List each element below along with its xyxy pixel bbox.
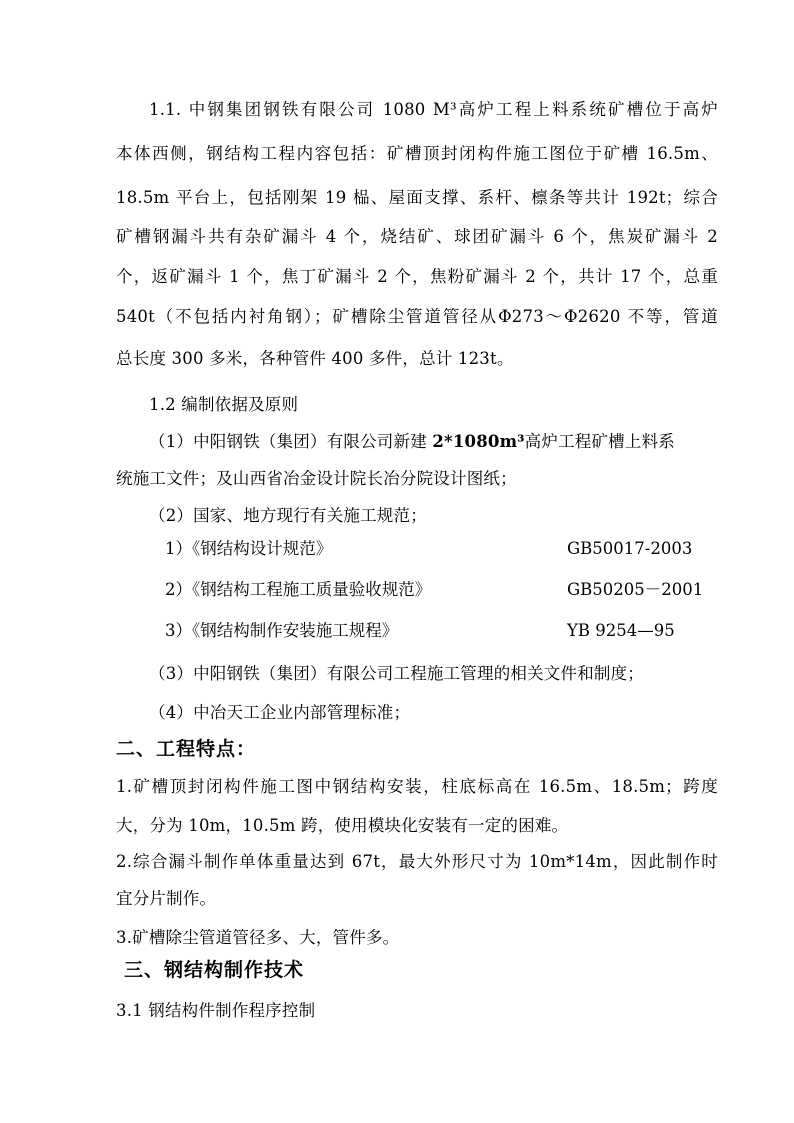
section-heading: 三、钢结构制作技术 xyxy=(124,959,305,981)
spec-name: 2）《钢结构工程施工质量验收规范》 xyxy=(165,580,432,599)
paragraph-line: 18.5m 平台上，包括刚架 19 榀、屋面支撑、系杆、檩条等共计 192t；综合 xyxy=(116,188,718,207)
paragraph-line: 总长度 300 多米，各种管件 400 多件，总计 123t。 xyxy=(116,349,514,368)
paragraph-line: 本体西侧，钢结构工程内容包括：矿槽顶封闭构件施工图位于矿槽 16.5m、 xyxy=(116,144,718,163)
paragraph-line: 540t（不包括内衬角钢）；矿槽除尘管道管径从Φ273～Φ2620 不等，管道 xyxy=(116,307,718,326)
feature-line: 3.矿槽除尘管道管径多、大，管件多。 xyxy=(116,928,400,947)
subsection-title: 3.1 钢结构件制作程序控制 xyxy=(116,1001,316,1020)
basis-item-1-line2: 统施工文件；及山西省冶金设计院长冶分院设计图纸； xyxy=(116,469,517,488)
spec-code: YB 9254—95 xyxy=(567,621,675,640)
basis-item-1 xyxy=(149,431,718,453)
paragraph-line: 矿槽钢漏斗共有杂矿漏斗 4 个，烧结矿、球团矿漏斗 6 个，焦炭矿漏斗 2 xyxy=(116,227,718,246)
spec-name: 1）《钢结构设计规范》 xyxy=(165,539,333,558)
feature-line: 宜分片制作。 xyxy=(116,889,217,908)
feature-line: 大，分为 10m，10.5m 跨，使用模块化安装有一定的困难。 xyxy=(116,816,569,835)
basis-item-3: （3）中阳钢铁（集团）有限公司工程施工管理的相关文件和制度； xyxy=(149,664,644,683)
spec-code: GB50205－2001 xyxy=(567,580,704,599)
basis-item-4: （4）中冶天工企业内部管理标准； xyxy=(149,703,411,722)
spec-code: GB50017-2003 xyxy=(567,539,693,558)
basis-item-1-text-end: 高炉工程矿槽上料系 xyxy=(524,432,675,451)
basis-item-1-bold: 2*1080m³ xyxy=(432,432,525,451)
spec-name: 3）《钢结构制作安装施工规程》 xyxy=(165,621,399,640)
subsection-title: 1.2 编制依据及原则 xyxy=(149,395,299,414)
feature-line: 1.矿槽顶封闭构件施工图中钢结构安装，柱底标高在 16.5m、18.5m；跨度 xyxy=(116,777,718,796)
paragraph-line: 1.1. 中钢集团钢铁有限公司 1080 M³高炉工程上料系统矿槽位于高炉 xyxy=(149,100,718,119)
paragraph-line: 个，返矿漏斗 1 个，焦丁矿漏斗 2 个，焦粉矿漏斗 2 个，共计 17 个，总重 xyxy=(116,267,718,286)
section-heading: 二、工程特点： xyxy=(116,738,257,760)
feature-line: 2.综合漏斗制作单体重量达到 67t，最大外形尺寸为 10m*14m，因此制作时 xyxy=(116,852,718,871)
basis-item-1-text: （1）中阳钢铁（集团）有限公司新建 xyxy=(149,432,433,451)
basis-item-2: （2）国家、地方现行有关施工规范； xyxy=(149,506,427,525)
